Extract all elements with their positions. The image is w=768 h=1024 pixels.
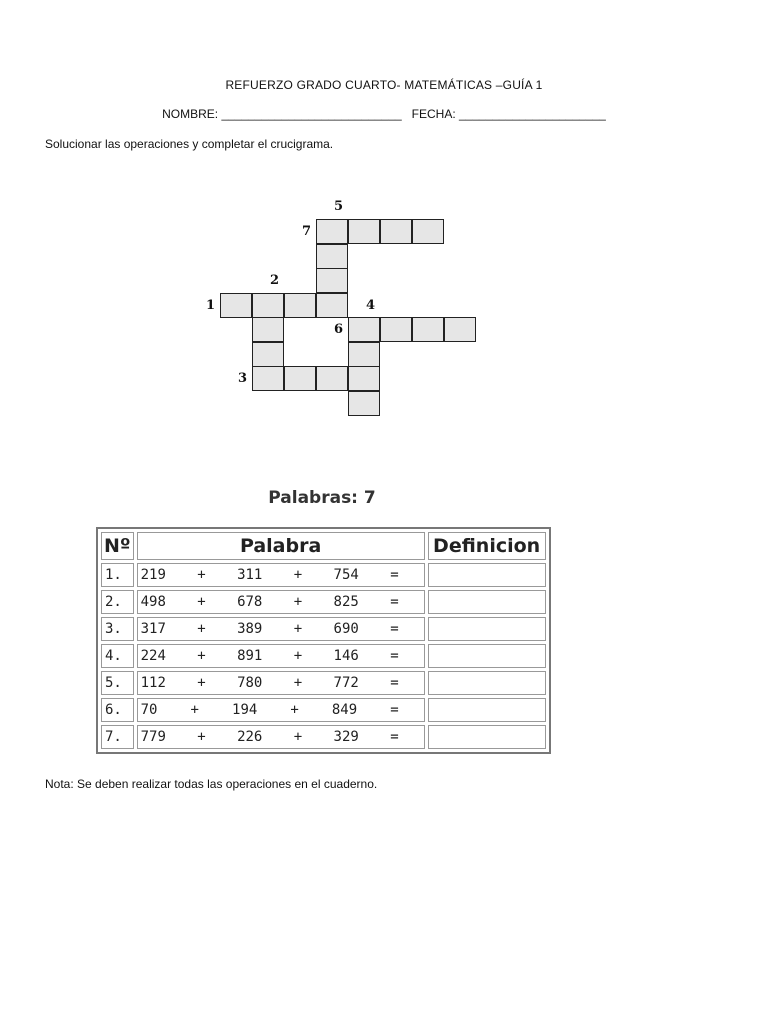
addend: 311 <box>237 567 263 583</box>
crossword-cell[interactable] <box>316 244 348 269</box>
addend: 329 <box>333 729 359 745</box>
answer-cell[interactable] <box>428 644 546 668</box>
clue-number-3: 3 <box>238 371 248 386</box>
crossword-cell[interactable] <box>348 317 380 342</box>
row-number: 1. <box>101 563 134 587</box>
row-expression <box>137 671 425 695</box>
crossword-cell[interactable] <box>444 317 476 342</box>
row-number: 5. <box>101 671 134 695</box>
table-row <box>101 725 546 749</box>
addend: 219 <box>140 567 166 583</box>
crossword-cell[interactable] <box>348 366 380 391</box>
table-row <box>101 563 546 587</box>
addend: 226 <box>237 729 263 745</box>
clue-number-5: 5 <box>334 199 344 214</box>
row-number: 3. <box>101 617 134 641</box>
addend: 146 <box>333 648 359 664</box>
row-expression <box>137 725 425 749</box>
table-row <box>101 617 546 641</box>
plus-sign: + <box>190 702 199 718</box>
table-row <box>101 671 546 695</box>
addend: 891 <box>237 648 263 664</box>
crossword-cell[interactable] <box>252 317 284 342</box>
equals-sign: = <box>390 702 399 718</box>
addend: 779 <box>140 729 166 745</box>
crossword-cell[interactable] <box>284 293 316 318</box>
crossword-grid <box>0 0 768 420</box>
header-definicion: Definicion <box>428 532 546 560</box>
plus-sign: + <box>197 621 206 637</box>
row-number: 7. <box>101 725 134 749</box>
plus-sign: + <box>197 729 206 745</box>
addend: 772 <box>333 675 359 691</box>
addend: 70 <box>140 702 158 718</box>
equals-sign: = <box>390 675 399 691</box>
note-text: Nota: Se deben realizar todas las operaciones en el cuaderno. <box>45 777 378 791</box>
plus-sign: + <box>197 567 206 583</box>
plus-sign: + <box>293 729 303 745</box>
clue-number-7: 7 <box>302 224 312 239</box>
table-row <box>101 644 546 668</box>
plus-sign: + <box>197 675 206 691</box>
answer-cell[interactable] <box>428 671 546 695</box>
row-expression <box>137 563 425 587</box>
operations-table <box>96 527 551 754</box>
header-number: Nº <box>101 532 134 560</box>
crossword-cell[interactable] <box>316 366 348 391</box>
plus-sign: + <box>197 594 206 610</box>
addend: 389 <box>237 621 263 637</box>
crossword-cell[interactable] <box>220 293 252 318</box>
crossword-cell[interactable] <box>316 268 348 293</box>
row-number: 2. <box>101 590 134 614</box>
plus-sign: + <box>293 648 303 664</box>
crossword-cell[interactable] <box>252 293 284 318</box>
addend: 849 <box>331 702 358 718</box>
answer-cell[interactable] <box>428 725 546 749</box>
header-palabra: Palabra <box>137 532 425 560</box>
crossword-cell[interactable] <box>316 219 348 244</box>
addend: 754 <box>333 567 359 583</box>
page-title: REFUERZO GRADO CUARTO- MATEMÁTICAS –GUÍA 1 <box>225 78 543 92</box>
words-heading: Palabras: 7 <box>268 488 376 508</box>
instructions-text: Solucionar las operaciones y completar el crucigrama. <box>45 137 334 151</box>
row-expression <box>137 644 425 668</box>
equals-sign: = <box>390 567 399 583</box>
equals-sign: = <box>390 621 399 637</box>
row-expression <box>137 698 425 722</box>
addend: 825 <box>333 594 359 610</box>
crossword-cell[interactable] <box>284 366 316 391</box>
answer-cell[interactable] <box>428 617 546 641</box>
crossword-cell[interactable] <box>252 366 284 391</box>
addend: 112 <box>140 675 166 691</box>
addend: 194 <box>232 702 258 718</box>
crossword-cell[interactable] <box>412 317 444 342</box>
table-row <box>101 698 546 722</box>
name-date-line: NOMBRE: ___________________________ FECHA: ______________________ <box>162 107 606 121</box>
crossword-cell[interactable] <box>380 317 412 342</box>
clue-number-6: 6 <box>334 322 344 337</box>
table-row <box>101 590 546 614</box>
addend: 224 <box>140 648 166 664</box>
row-expression <box>137 590 425 614</box>
plus-sign: + <box>290 702 299 718</box>
plus-sign: + <box>293 675 303 691</box>
addend: 678 <box>237 594 263 610</box>
addend: 780 <box>237 675 263 691</box>
answer-cell[interactable] <box>428 563 546 587</box>
answer-cell[interactable] <box>428 590 546 614</box>
crossword-cell[interactable] <box>412 219 444 244</box>
clue-number-2: 2 <box>270 273 280 288</box>
crossword-cell[interactable] <box>348 342 380 367</box>
equals-sign: = <box>390 729 399 745</box>
addend: 690 <box>333 621 359 637</box>
crossword-cell[interactable] <box>348 219 380 244</box>
crossword-cell[interactable] <box>252 342 284 367</box>
equals-sign: = <box>390 594 399 610</box>
plus-sign: + <box>293 594 303 610</box>
crossword-cell[interactable] <box>380 219 412 244</box>
crossword-cell[interactable] <box>316 293 348 318</box>
plus-sign: + <box>293 567 303 583</box>
clue-number-4: 4 <box>366 298 376 313</box>
plus-sign: + <box>293 621 303 637</box>
row-number: 6. <box>101 698 134 722</box>
answer-cell[interactable] <box>428 698 546 722</box>
addend: 498 <box>140 594 166 610</box>
plus-sign: + <box>197 648 206 664</box>
addend: 317 <box>140 621 166 637</box>
row-number: 4. <box>101 644 134 668</box>
equals-sign: = <box>390 648 399 664</box>
clue-number-1: 1 <box>206 298 216 313</box>
crossword-cell[interactable] <box>348 391 380 416</box>
row-expression <box>137 617 425 641</box>
